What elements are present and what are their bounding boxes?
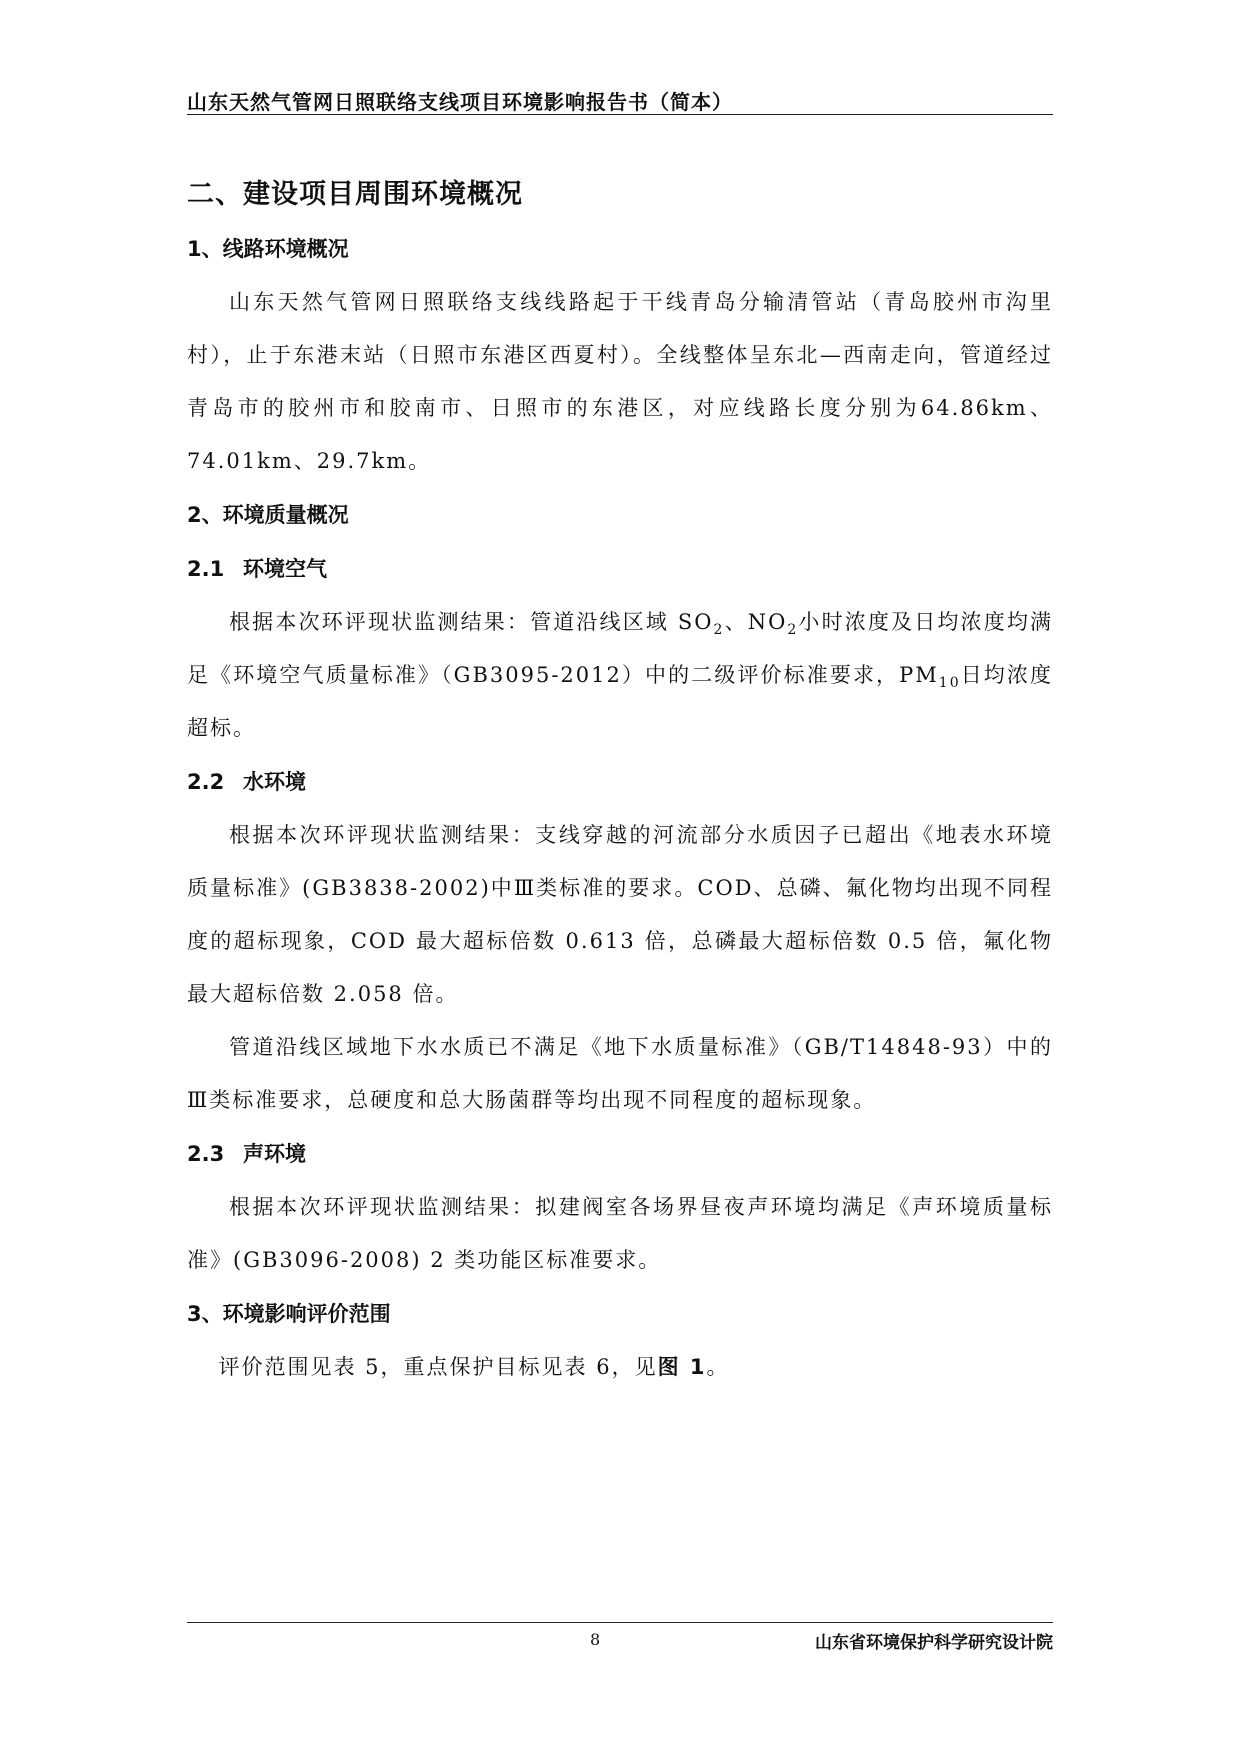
heading-number: 2.1	[187, 557, 225, 581]
paragraph-ambient-air	[187, 596, 1053, 755]
heading-text: 水环境	[243, 770, 306, 794]
section-title: 二、建设项目周围环境概况	[187, 179, 523, 210]
paragraph-surface-water: 根据本次环评现状监测结果：支线穿越的河流部分水质因子已超出《地表水环境质量标准》(GB3838-2002)中Ⅲ类标准的要求。COD、总磷、氟化物均出现不同程度的超标现象，COD 最大超标倍数 0.613 倍，总磷最大超标倍数 0.5 倍，氟化物最大超标倍数 2.058 倍。	[187, 823, 1053, 1006]
footer-rule	[187, 1622, 1053, 1623]
running-header: 山东天然气管网日照联络支线项目环境影响报告书（简本）	[187, 90, 733, 114]
page-number: 8	[590, 1630, 601, 1649]
subscript: 2	[787, 622, 799, 638]
paragraph-groundwater: 管道沿线区域地下水水质已不满足《地下水质量标准》（GB/T14848-93）中的Ⅲ类标准要求，总硬度和总大肠菌群等均出现不同程度的超标现象。	[187, 1035, 1053, 1112]
heading-assessment-scope: 3、环境影响评价范围	[187, 1302, 391, 1326]
heading-text: 声环境	[243, 1142, 306, 1166]
heading-environment-quality: 2、环境质量概况	[187, 503, 349, 527]
heading-number: 2.2	[187, 770, 225, 794]
text-run: 评价范围见表 5，重点保护目标见表 6，见	[218, 1355, 658, 1379]
text-run: 。	[706, 1355, 730, 1379]
heading-ambient-air	[187, 542, 1053, 596]
heading-acoustic-environment	[187, 1127, 1053, 1181]
header-rule	[187, 114, 1053, 115]
text-run: 小时浓度及日均浓度均满足《环境空气质量标准》（GB3095-2012）中的二级评价标准要求，PM	[187, 610, 1054, 687]
paragraph-assessment-scope	[187, 1341, 1053, 1394]
paragraph-acoustic: 根据本次环评现状监测结果：拟建阀室各场界昼夜声环境均满足《声环境质量标准》(GB3096-2008) 2 类功能区标准要求。	[187, 1195, 1053, 1272]
subscript: 10	[938, 675, 961, 691]
figure-reference-link[interactable]: 图 1	[657, 1355, 707, 1379]
text-run: 、NO	[724, 610, 788, 634]
heading-water-environment	[187, 755, 1053, 809]
heading-route-environment: 1、线路环境概况	[187, 237, 349, 261]
subscript: 2	[713, 622, 725, 638]
page-body	[187, 140, 1053, 1394]
organization-name: 山东省环境保护科学研究设计院	[815, 1633, 1053, 1653]
text-run: 日均浓度超标。	[187, 663, 1054, 740]
text-run: 根据本次环评现状监测结果：管道沿线区域 SO	[229, 610, 714, 634]
heading-text: 环境空气	[243, 557, 327, 581]
paragraph-route-environment: 山东天然气管网日照联络支线线路起于干线青岛分输清管站（青岛胶州市沟里村），止于东港末站（日照市东港区西夏村）。全线整体呈东北—西南走向，管道经过青岛市的胶州市和胶南市、日照市的东港区，对应线路长度分别为64.86km、74.01km、29.7km。	[187, 290, 1053, 473]
heading-number: 2.3	[187, 1142, 225, 1166]
